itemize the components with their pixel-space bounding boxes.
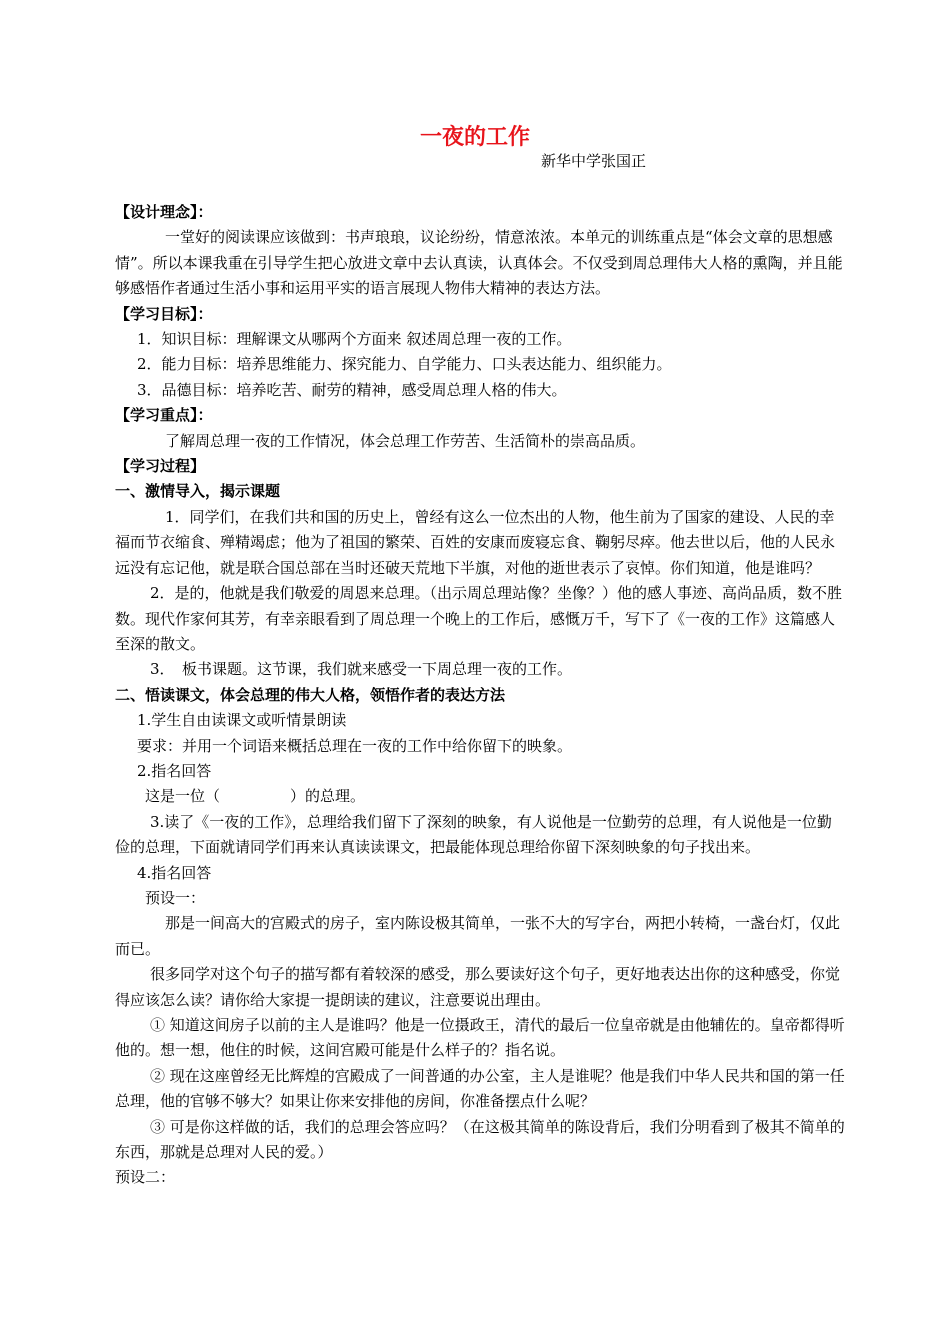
- fill-blank-suffix: ）的总理。: [290, 787, 366, 806]
- document-body: [115, 200, 845, 1191]
- design-heading: 【设计理念】：: [115, 203, 213, 221]
- focus-paragraph: 了解周总理一夜的工作情况，体会总理工作劳苦、生活简朴的崇高品质。: [165, 431, 646, 450]
- section-1-heading: 一、激情导入，揭示课题: [115, 482, 281, 501]
- author-line: 新华中学张国正: [541, 152, 647, 170]
- preset-1-quote: 那是一间高大的宫殿式的房子，室内陈设极其简单，一张不大的写字台，两把小转椅，一盏台灯，仅此而已。: [115, 914, 841, 958]
- step-3: 3.读了《一夜的工作》，总理给我们留下了深刻的映象，有人说他是一位勤劳的总理，有人说他是一位勤俭的总理，下面就请同学们再来认真读读课文，把最能体现总理给你留下深刻映象的句子找出来。: [115, 812, 832, 857]
- preset-1-point-3: ③ 可是你这样做的话，我们的总理会答应吗？（在这极其简单的陈设背后，我们分明看到了极其不简单的东西，那就是总理对人民的爱。）: [115, 1117, 845, 1162]
- process-heading: 【学习过程】: [115, 457, 206, 476]
- preset-1-point-2: ② 现在这座曾经无比辉煌的宫殿成了一间普通的办公室，主人是谁呢？他是我们中华人民共和国的第一任总理，他的官够不够大？如果让你来安排他的房间，你准备摆点什么呢？: [115, 1066, 845, 1111]
- section-1-paragraph-3: 3． 板书课题。这节课，我们就来感受一下周总理一夜的工作。: [150, 660, 573, 679]
- step-1-requirement: 要求：并用一个词语来概括总理在一夜的工作中给你留下的映象。: [137, 736, 573, 755]
- section-1-paragraph-2: 2．是的，他就是我们敬爱的周恩来总理。（出示周总理站像？坐像？）他的感人事迹、高尚品质，数不胜数。现代作家何其芳，有幸亲眼看到了周总理一个晚上的工作后，感慨万千，写下了《一夜的工作》这篇感人至深的散文。: [115, 584, 843, 653]
- preset-1-label: 预设一：: [145, 888, 206, 907]
- goals-heading: 【学习目标】：: [115, 304, 213, 323]
- document-title: 一夜的工作: [419, 125, 530, 150]
- fill-blank-prefix: 这是一位（: [145, 787, 221, 806]
- section-2-heading: 二、悟读课文，体会总理的伟大人格，领悟作者的表达方法: [115, 685, 506, 704]
- goal-item-2: 2．能力目标：培养思维能力、探究能力、自学能力、口头表达能力、组织能力。: [137, 355, 672, 374]
- step-2-fill-blank: [115, 784, 845, 809]
- design-paragraph: 一堂好的阅读课应该做到：书声琅琅，议论纷纷，情意浓浓。本单元的训练重点是“体会文章的思想感情”。所以本课我重在引导学生把心放进文章中去认真读，认真体会。不仅受到周总理伟大人格的熏陶，并且能够感悟作者通过生活小事和运用平实的语言展现人物伟大精神的表达方法。: [115, 228, 843, 298]
- section-1-paragraph-1: 1．同学们，在我们共和国的历史上，曾经有这么一位杰出的人物，他生前为了国家的建设、人民的幸福而节衣缩食、殚精竭虑；他为了祖国的繁荣、百姓的安康而废寝忘食、鞠躬尽瘁。他去世以后，他的人民永远没有忘记他，就是联合国总部在当时还破天荒地下半旗，对他的逝世表示了哀悼。你们知道，他是谁吗？: [115, 507, 836, 577]
- goal-item-1: 1．知识目标：理解课文从哪两个方面来 叙述周总理一夜的工作。: [137, 330, 572, 349]
- preset-1-point-1: ① 知道这间房子以前的主人是谁吗？他是一位摄政王，清代的最后一位皇帝就是由他辅佐的。皇帝都得听他的。想一想，他住的时候，这间宫殿可能是什么样子的？指名说。: [115, 1016, 845, 1060]
- step-2: 2.指名回答: [137, 761, 212, 780]
- preset-2-label: 预设二：: [115, 1168, 176, 1187]
- step-1: 1.学生自由读课文或听情景朗读: [137, 711, 347, 730]
- preset-1-discussion: 很多同学对这个句子的描写都有着较深的感受，那么要读好这个句子，更好地表达出你的这种感受，你觉得应该怎么读？请你给大家提一提朗读的建议，注意要说出理由。: [115, 965, 841, 1009]
- focus-heading: 【学习重点】：: [115, 406, 213, 425]
- goal-item-3: 3．品德目标：培养吃苦、耐劳的精神，感受周总理人格的伟大。: [137, 380, 567, 399]
- step-4: 4.指名回答: [137, 863, 212, 882]
